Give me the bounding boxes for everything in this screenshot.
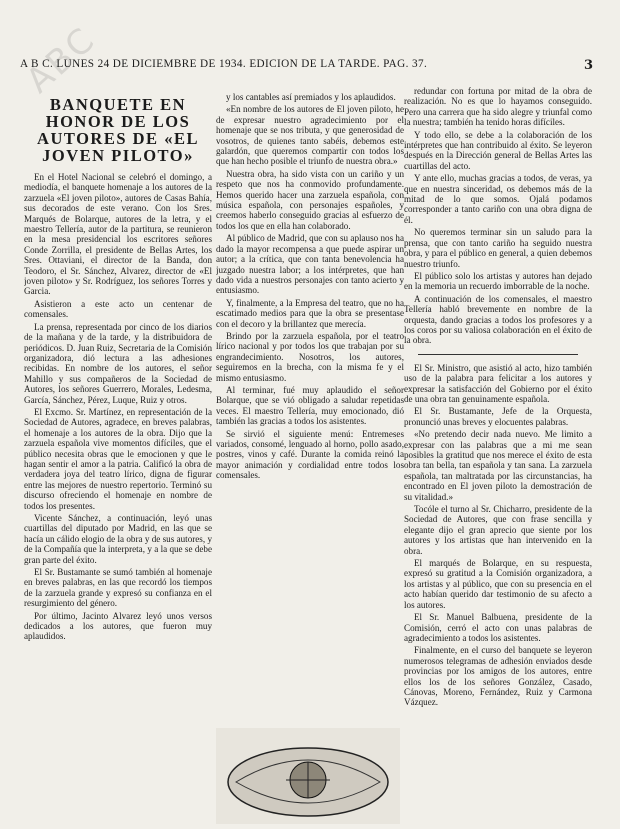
col3-paragraph: El Sr. Manuel Balbuena, presidente de la Comisión, cerró el acto con unas palabras de agradecimiento a todos los asistentes. [404,612,592,643]
col3-paragraph: «No pretendo decir nada nuevo. Me limito a expresar con las palabras que a mi me sean posibles la gratitud que nos merece el éxito de esta obra tan bella, tan española y tan sana. La zarzuela española, tan maltratada por las circunstancias, ha encontrado en El joven piloto la demostración de su vitalidad.» [404,429,592,502]
column-2 [216,92,404,724]
column-3 [404,86,592,826]
col1-paragraph: Por último, Jacinto Alvarez leyó unos versos dedicados a los autores, que fueron muy aplaudidos. [24,610,212,642]
col3-paragraph: El Sr. Ministro, que asistió al acto, hizo también uso de la palabra para felicitar a los autores y expresar la satisfacción del Gobierno por el éxito de una obra tan genuinamente española. [404,362,592,404]
col2-paragraph: Al público de Madrid, que con su aplauso nos ha dado la mayor recompensa a que puede aspirar un autor; a la crítica, que con tanta benevolencia ha juzgado nuestra labor; a los intérpretes, que han dado vida a nuestros personajes con tanto acierto y entusiasmo. [216,233,404,296]
col2-paragraph: Brindo por la zarzuela española, por el teatro lírico nacional y por todos los que trabajan por su engrandecimiento. Nosotros, los autores, seguiremos en la brecha, con la misma fe y el mismo entusiasmo. [216,330,404,383]
article-headline: BANQUETE EN HONOR DE LOS AUTORES DE «EL JOVEN PILOTO» [37,95,199,165]
col3-paragraph: El público solo los artistas y autores han dejado en la memoria un recuerdo imborrable de la noche. [404,270,592,292]
col1-paragraph: Vicente Sánchez, a continuación, leyó unas cuartillas del diputado por Madrid, en las que se hacía un cálido elogio de la obra y de sus autores, y de la Compañía que la interpreta, y a la que se debe gran parte del éxito. [24,513,212,565]
col1-paragraph: Asistieron a este acto un centenar de comensales. [24,298,212,320]
col3-paragraph: Finalmente, en el curso del banquete se leyeron numerosos telegramas de adhesión enviados desde provincias por los amigos de los autores, entre ellos los de los señores González, Casado, Cánovas, Moreno, Fernández, Ruiz y Carmona Vázquez. [404,645,592,708]
col3-paragraph: No queremos terminar sin un saludo para la prensa, que con tanto cariño ha seguido nuestra obra, y para el público en general, a quien debemos nuestro triunfo. [404,227,592,269]
col3-paragraph: El marqués de Bolarque, en su respuesta, expresó su gratitud a la Comisión organizadora, a los artistas y al público, que con su presencia en el acto habían querido dar testimonio de su afecto a los autores. [404,558,592,610]
col3-paragraph: A continuación de los comensales, el maestro Tellería habló brevemente en nombre de la orquesta, dando gracias a todos los profesores y a los coros por su valiosa colaboración en el éxito de la obra. [404,293,592,346]
col2-paragraph: Al terminar, fué muy aplaudido el señor Bolarque, que se vió obligado a saludar repetidas veces. El maestro Tellería, muy emocionado, dió también las gracias a todos los asistentes. [216,384,404,427]
col3-paragraph: Y todo ello, se debe a la colaboración de los intérpretes que han contribuido al éxito. Se leyeron después en la Dirección general de Bellas Artes las cuartillas del acto. [404,129,592,171]
abc-watermark: ABC [18,18,105,102]
col1-paragraph: La prensa, representada por cinco de los diarios de la mañana y de la tarde, y la distribuidora de periódicos. D. Juan Ruiz, Secretaria de la Comisión organizadora, dió lectura a las adhesiones recibidas. En nombre de los autores, el señor Mahillo y sus compañeros de la Sociedad de Autores, los señores Guerrero, Morales, Ledesma, García, Sánchez, Pérez, Luque, Ruiz y otros. [24,321,212,405]
page-header: A B C. LUNES 24 DE DICIEMBRE DE 1934. EDICION DE LA TARDE. PAG. 37. [20,58,428,70]
col1-paragraph: El Sr. Bustamante se sumó también al homenaje en breves palabras, en las que recordó los tiempos de la zarzuela grande y expresó su confianza en el resurgimiento del género. [24,567,212,609]
col2-paragraph: y los cantables así premiados y los aplaudidos. [226,92,396,102]
col2-paragraph: Nuestra obra, ha sido vista con un cariño y un respeto que nos ha conmovido profundamente. Hemos querido hacer una zarzuela española, con música española, con personajes españoles, y creemos haberlo conseguido gracias al esfuerzo de todos los que en ella han colaborado. [216,168,404,231]
col1-paragraph: En el Hotel Nacional se celebró el domingo, a mediodía, el banquete homenaje a los autores de la zarzuela «El joven piloto», autores de Casas Bahía, sus decorados de este verano. Con los Sres. Marqués de Bolarque, autores de la letra, y el maestro Tellería, autor de la partitura, se reunieron en la mesa presidencial los escritores señores Conde Zorrilla, el presidente de Bellas Artes, los Sres. Ottaviani, el director de la Banda, don Teodoro, el Sr. Sánchez, Alvarez, director de «El joven piloto» y Sr. Rodríguez, los señores Torres y Garcia. [24,172,212,297]
decorative-illustration [216,728,400,824]
col2-paragraph: Se sirvió el siguiente menú: Entremeses variados, consomé, lenguado al horno, pollo asado, postres, vinos y café. Durante la comida reinó la mayor animación y cordialidad entre todos los comensales. [216,428,404,481]
column-divider [418,354,578,355]
page-marker: 3 [584,58,594,73]
col2-paragraph: «En nombre de los autores de El joven piloto, he de expresar nuestro agradecimiento por el homenaje que se nos tributa, y que generosidad de vosotros, de quienes tanto sabéis, debemos este galardón, que queremos compartir con todos los que han hecho posible el triunfo de nuestra obra.» [216,104,404,167]
column-1 [24,92,212,820]
col2-paragraph: Y, finalmente, a la Empresa del teatro, que no ha escatimado medios para que la obra se presentase con el decoro y la brillantez que merecía. [216,297,404,329]
col3-paragraph: Tocóle el turno al Sr. Chicharro, presidente de la Sociedad de Autores, que con frase sencilla y elegante dijo el gran aprecio que siente por los autores y los artistas que han intervenido en la obra. [404,504,592,556]
col3-paragraph: El Sr. Bustamante, Jefe de la Orquesta, pronunció unas breves y elocuentes palabras. [404,406,592,427]
col1-paragraph: El Excmo. Sr. Martínez, en representación de la Sociedad de Autores, agradece, en breves palabras, el homenaje a los autores de la obra. Dijo que la zarzuela española vive momentos difíciles, que el público necesita obras que le emocionen y que le hagan sentir el amor a la patria. Calificó la obra de verdadera joya del teatro lírico, digna de figurar entre las mejores de nuestro repertorio. Terminó su discurso ofreciendo el homenaje en nombre de todos los presentes. [24,406,212,511]
col3-paragraph: Y ante ello, muchas gracias a todos, de veras, ya que en nuestra sinceridad, os debemos más de la mitad de lo que somos. Ojalá podamos corresponder a tanto cariño con una obra digna de él. [404,173,592,225]
col3-paragraph: redundar con fortuna por mitad de la obra de realización. No es que lo hayamos conseguido. Pero una carrera que ha sido alegre y triunfal como la nuestra; también ha tenido horas difíciles. [404,86,592,128]
